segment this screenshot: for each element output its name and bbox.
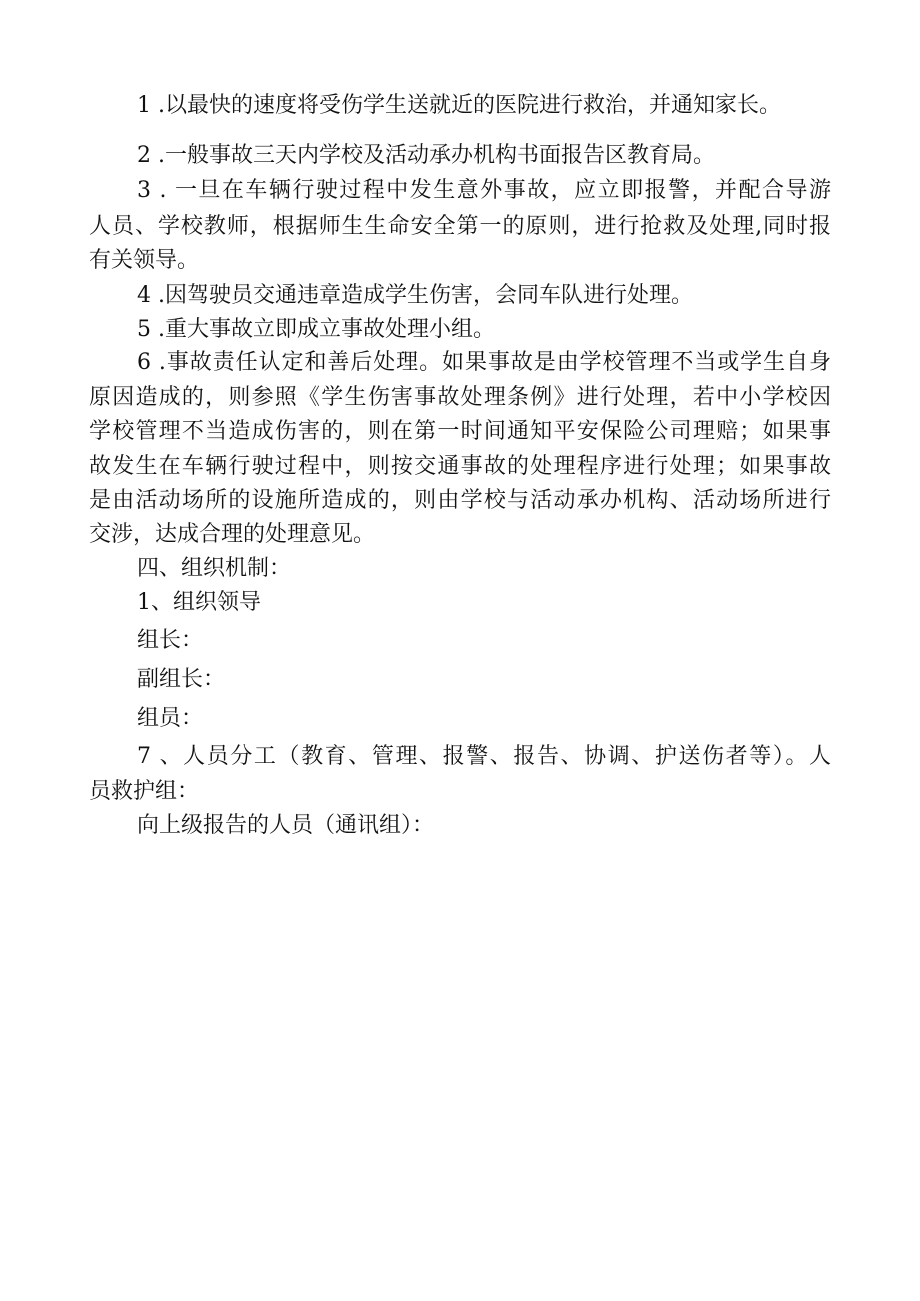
paragraph-3-line-2: 人员、学校教师，根据师生生命安全第一的原则，进行抢救及处理,同时报: [89, 214, 831, 239]
paragraph-6-line-6: 交涉，达成合理的处理意见。: [89, 522, 376, 547]
paragraph-6-line-5: 是由活动场所的设施所造成的，则由学校与活动承办机构、活动场所进行: [89, 488, 831, 513]
paragraph-5: 5 .重大事故立即成立事故处理小组。: [137, 317, 495, 342]
paragraph-7-line-1: 7 、人员分工（教育、管理、报警、报告、协调、护送伤者等）。人: [137, 744, 831, 769]
paragraph-6-line-2: 原因造成的，则参照《学生伤害事故处理条例》进行处理，若中小学校因: [89, 385, 831, 410]
section-4-heading: 四、组织机制：: [137, 556, 292, 581]
paragraph-2: 2 .一般事故三天内学校及活动承办机构书面报告区教育局。: [137, 143, 715, 168]
paragraph-7-line-2: 员救护组：: [89, 779, 200, 804]
paragraph-3-line-3: 有关领导。: [89, 248, 200, 273]
paragraph-6-line-3: 学校管理不当造成伤害的，则在第一时间通知平安保险公司理赔；如果事: [89, 419, 831, 444]
paragraph-4: 4 .因驾驶员交通违章造成学生伤害，会同车队进行处理。: [137, 283, 693, 308]
paragraph-3-line-1: 3 . 一旦在车辆行驶过程中发生意外事故，应立即报警，并配合导游: [137, 178, 831, 203]
org-leadership-heading: 1、组织领导: [137, 590, 261, 615]
leader-label: 组长：: [137, 628, 204, 653]
deputy-leader-label: 副组长：: [137, 667, 226, 692]
paragraph-6-line-1: 6 .事故责任认定和善后处理。如果事故是由学校管理不当或学生自身: [137, 350, 831, 375]
paragraph-1: 1 .以最快的速度将受伤学生送就近的医院进行救治，并通知家长。: [137, 93, 781, 118]
members-label: 组员：: [137, 706, 204, 731]
report-personnel-label: 向上级报告的人员（通讯组）：: [137, 813, 435, 838]
paragraph-6-line-4: 故发生在车辆行驶过程中，则按交通事故的处理程序进行处理；如果事故: [89, 454, 831, 479]
